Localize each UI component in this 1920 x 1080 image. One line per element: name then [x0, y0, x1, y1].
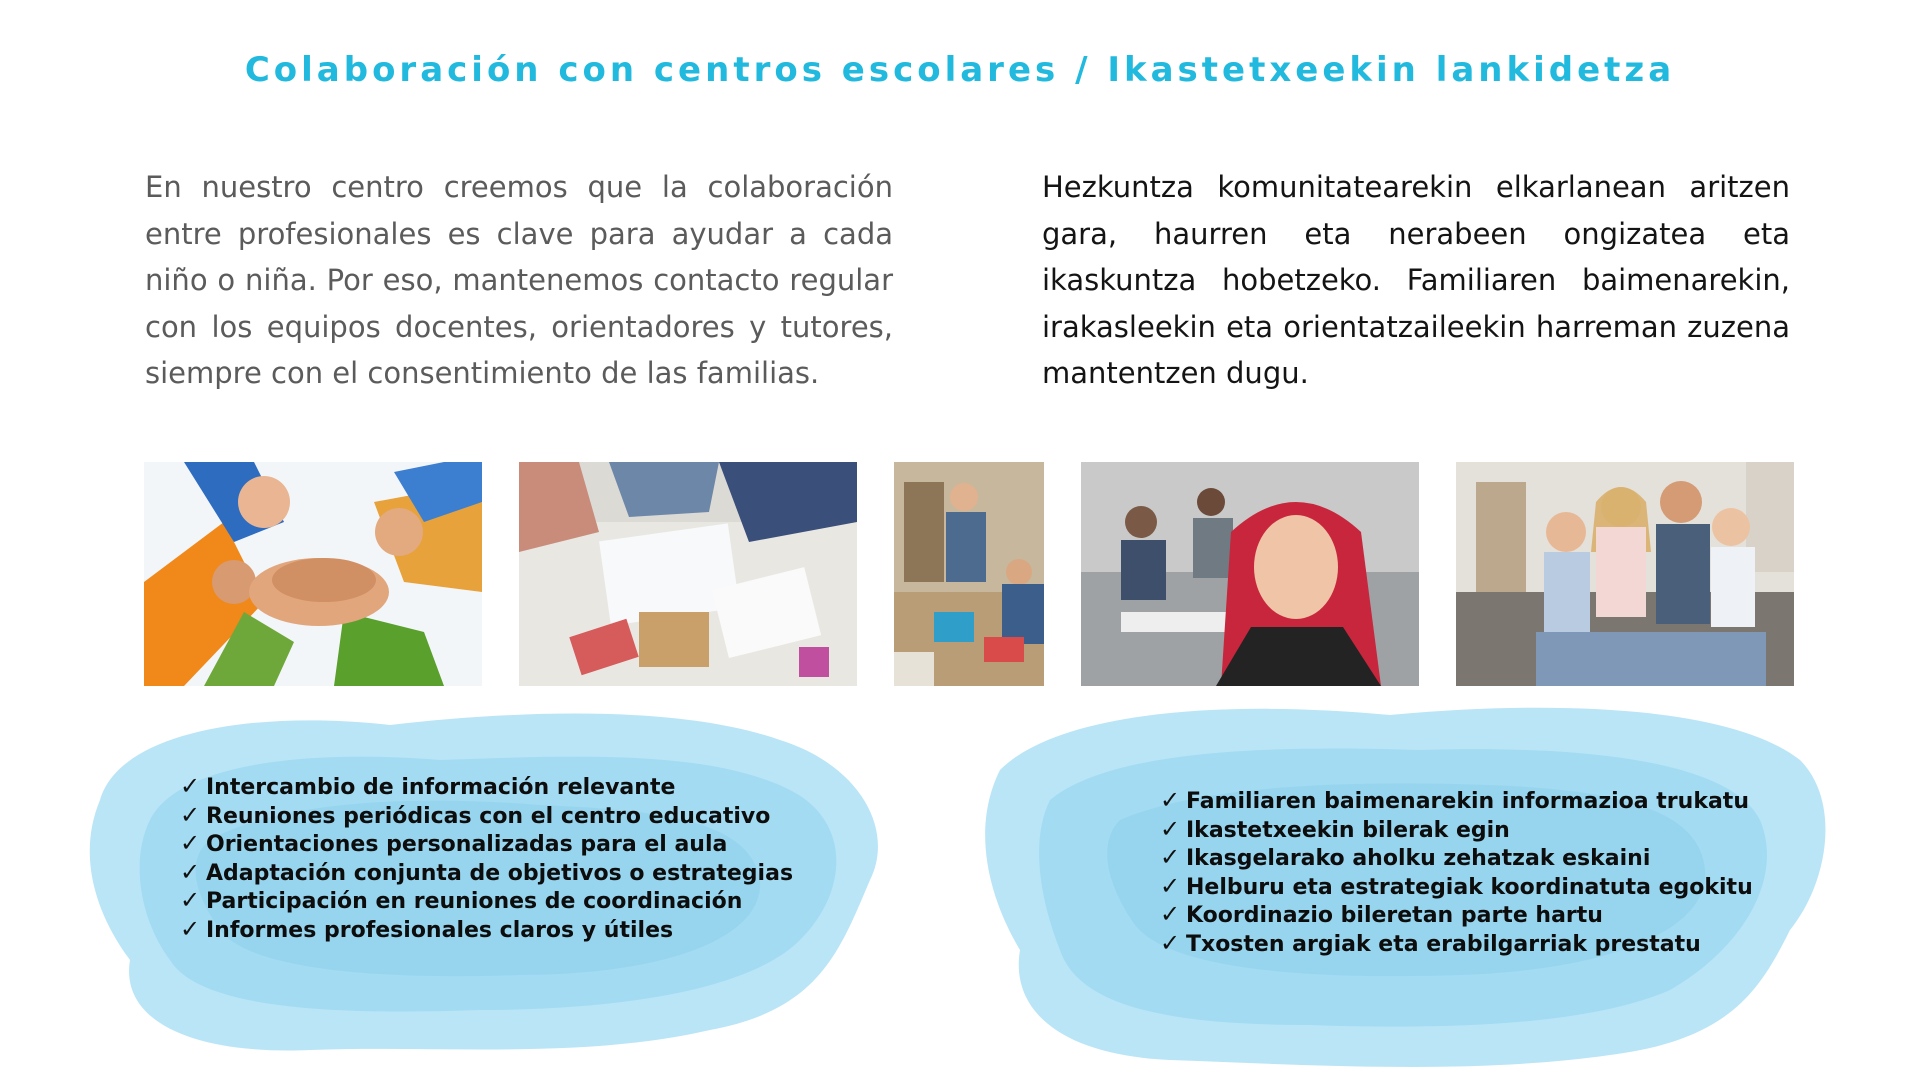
list-item: ✓ Ikastetxeekin bilerak egin	[1160, 814, 1510, 843]
checkmark-icon: ✓	[1160, 871, 1181, 900]
list-item: ✓ Orientaciones personalizadas para el aula	[180, 829, 728, 857]
list-item: ✓ Txosten argiak eta erabilgarriak prestatu	[1160, 928, 1701, 957]
list-item: ✓ Helburu eta estrategiak koordinatuta egokitu	[1160, 871, 1753, 900]
list-item: ✓ Participación en reuniones de coordinación	[180, 886, 743, 914]
photo-table-notebooks	[519, 462, 857, 686]
checkmark-icon: ✓	[180, 886, 201, 914]
page-title: Colaboración con centros escolares / Ikastetxeekin lankidetza	[244, 50, 1676, 90]
checkmark-icon: ✓	[180, 857, 201, 886]
checkmark-icon: ✓	[180, 772, 201, 800]
checkmark-icon: ✓	[1160, 900, 1181, 928]
list-item: ✓ Koordinazio bileretan parte hartu	[1160, 900, 1603, 928]
checkmark-icon: ✓	[1160, 814, 1181, 843]
photo-woman-red-hair	[1081, 462, 1419, 686]
intro-paragraph-es: En nuestro centro creemos que la colaboración entre profesionales es clave para ayudar a cada niño o niña. Por eso, mantenemos contacto regular con los equipos docentes, orientadores y tutores, siempre con el consentimiento de las familias.	[145, 170, 893, 390]
list-item: ✓ Reuniones periódicas con el centro educativo	[180, 800, 771, 829]
photo-team-meeting	[894, 462, 1044, 686]
list-item: ✓ Informes profesionales claros y útiles	[180, 914, 674, 943]
checkmark-icon: ✓	[1160, 843, 1181, 871]
checkmark-icon: ✓	[1160, 786, 1181, 814]
list-item: ✓ Intercambio de información relevante	[180, 772, 676, 800]
checkmark-icon: ✓	[1160, 928, 1181, 957]
checkmark-icon: ✓	[180, 829, 201, 857]
checklist-es	[180, 772, 793, 943]
photo-hands-together	[144, 462, 482, 686]
list-item: ✓ Familiaren baimenarekin informazioa trukatu	[1160, 786, 1749, 814]
checklist-eu	[1160, 786, 1753, 957]
list-item: ✓ Ikasgelarako aholku zehatzak eskaini	[1160, 843, 1651, 871]
checkmark-icon: ✓	[180, 800, 201, 829]
intro-paragraph-eu: Hezkuntza komunitatearekin elkarlanean aritzen gara, haurren eta nerabeen ongizatea eta ikaskuntza hobetzeko. Familiaren baimenarekin, irakasleekin eta orientatzaileekin harreman zuzena mantentzen dugu.	[1042, 170, 1790, 390]
list-item: ✓ Adaptación conjunta de objetivos o estrategias	[180, 857, 794, 886]
photo-family-sofa	[1456, 462, 1794, 686]
checkmark-icon: ✓	[180, 914, 201, 943]
